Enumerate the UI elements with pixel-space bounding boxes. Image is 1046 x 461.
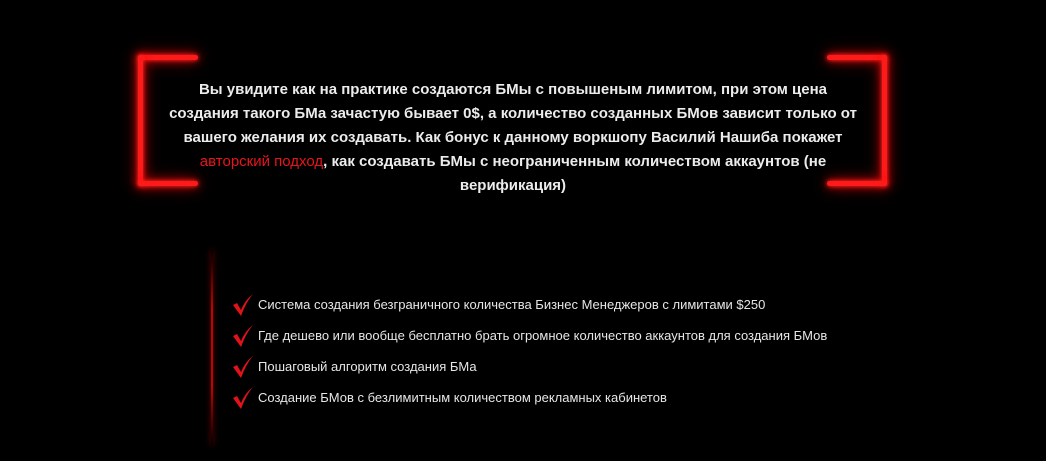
feature-item (232, 320, 827, 351)
checkmark-icon (232, 293, 254, 317)
feature-item (232, 289, 827, 320)
checkmark-icon (232, 324, 254, 348)
neon-right-vertical-bar (882, 55, 887, 186)
description-text-start: Вы увидите как на практике создаются БМы с повышеным лимитом, при этом цена создания такого БМа зачастую бывает 0$, а количество созданных БМов зависит только от вашего желания их создавать. Как бонус к данному воркшопу Василий Нашиба покажет (169, 81, 857, 146)
feature-item (232, 351, 827, 382)
checkmark-icon (232, 386, 254, 410)
checkmark-icon (232, 355, 254, 379)
feature-item (232, 382, 827, 413)
feature-text: Пошаговый алгоритм создания БМа (258, 359, 477, 374)
description-accent-link: авторский подход (199, 153, 324, 170)
description-text-end: , как создавать БМы с неограниченным количеством аккаунтов (не верификация) (323, 153, 827, 194)
feature-text: Создание БМов с безлимитным количеством рекламных кабинетов (258, 390, 667, 405)
vertical-accent-line (211, 250, 213, 445)
feature-list (232, 289, 827, 413)
feature-text: Где дешево или вообще бесплатно брать огромное количество аккаунтов для создания БМов (258, 328, 828, 343)
neon-right-top-bar (827, 55, 887, 60)
neon-left-vertical-bar (138, 55, 143, 186)
workshop-description (168, 78, 858, 198)
neon-left-top-bar (138, 55, 198, 60)
feature-text: Система создания безграничного количества Бизнес Менеджеров с лимитами $250 (258, 297, 766, 312)
